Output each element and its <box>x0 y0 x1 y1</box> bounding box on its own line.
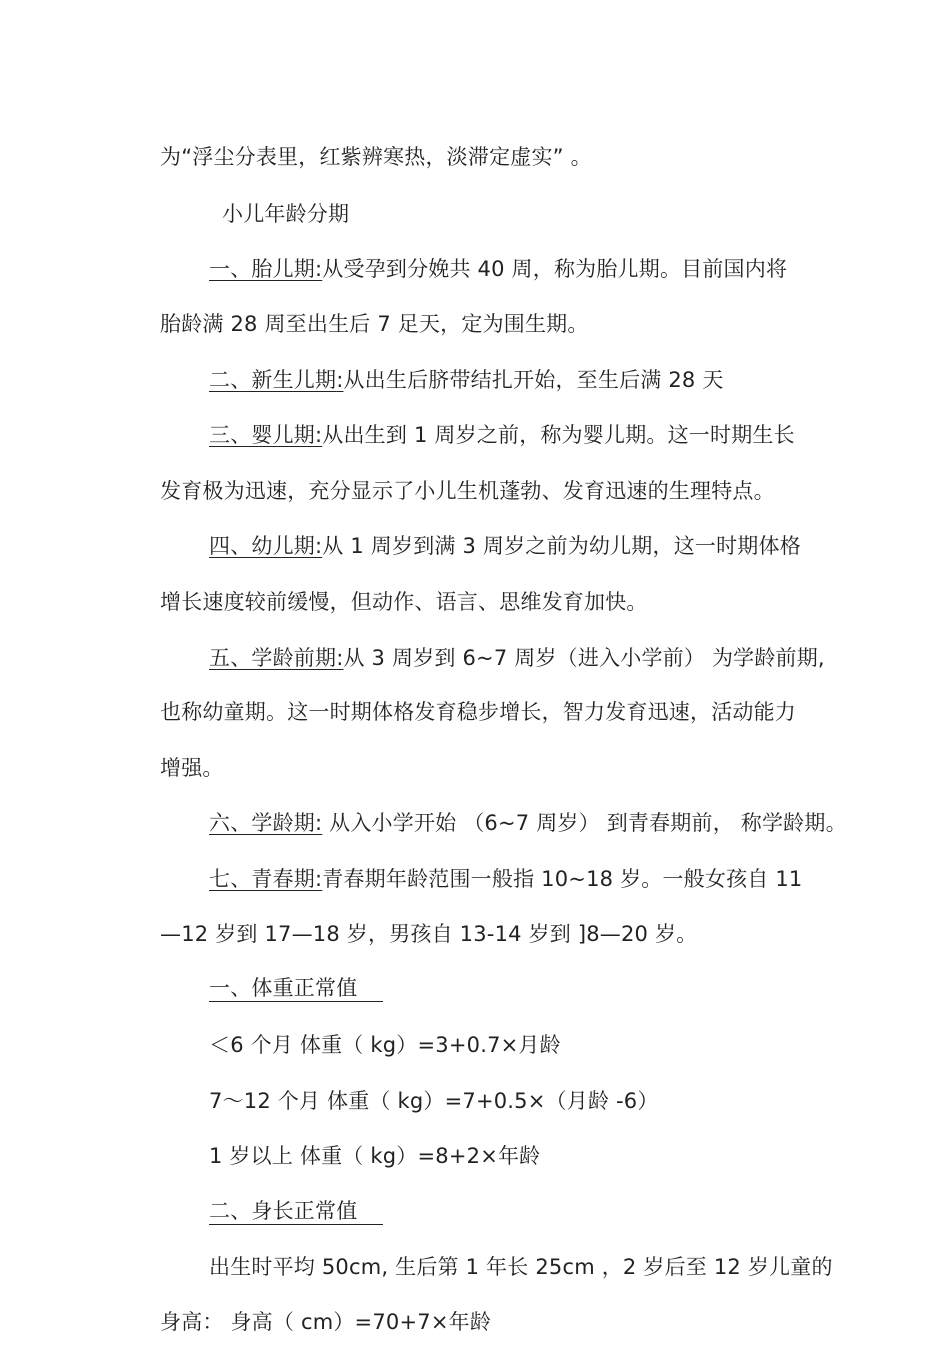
period-adolescence-label: 七、青春期: <box>209 867 323 891</box>
period-preschool-cont1-text: 也称幼童期。这一时期体格发育稳步增长，智力发育迅速，活动能力 <box>160 700 796 724</box>
weight-formula-over-1y <box>209 1141 540 1171</box>
period-adolescence-cont-text: —12 岁到 17—18 岁，男孩自 13-14 岁到 ]8—20 岁。 <box>160 922 698 946</box>
section-title <box>222 199 349 229</box>
weight-formula-3-text: 1 岁以上 体重（ kg）=8+2×年龄 <box>209 1144 541 1168</box>
period-fetal-label: 一、胎儿期: <box>209 257 323 281</box>
period-infant-label: 三、婴儿期: <box>209 423 323 447</box>
weight-formula-under-6m <box>209 1030 561 1060</box>
period-toddler-cont-text: 增长速度较前缓慢，但动作、语言、思维发育加快。 <box>160 590 648 614</box>
section-title-text: 小儿年龄分期 <box>222 202 350 226</box>
weight-formula-7-12m <box>209 1086 659 1116</box>
period-adolescence <box>209 864 802 894</box>
period-school <box>209 808 847 838</box>
height-formula-text: 身高： 身高（ cm）=70+7×年龄 <box>160 1310 492 1334</box>
period-preschool <box>209 643 825 673</box>
intro-line <box>160 142 592 172</box>
period-preschool-label: 五、学龄前期: <box>209 646 344 670</box>
period-neonatal <box>209 365 724 395</box>
period-neonatal-text: 从出生后脐带结扎开始，至生后满 28 天 <box>343 368 724 392</box>
period-infant-text: 从出生到 1 周岁之前，称为婴儿期。这一时期生长 <box>322 423 795 447</box>
weight-formula-2-text: 7～12 个月 体重（ kg）=7+0.5×（月龄 -6） <box>209 1089 659 1113</box>
period-preschool-continued-2 <box>160 753 224 783</box>
weight-formula-1-text: ＜6 个月 体重（ kg）=3+0.7×月龄 <box>209 1033 561 1057</box>
height-paragraph <box>209 1252 833 1282</box>
period-infant-continued <box>160 476 775 506</box>
period-toddler-text: 从 1 周岁到满 3 周岁之前为幼儿期，这一时期体格 <box>322 534 801 558</box>
period-infant <box>209 420 795 450</box>
period-toddler-continued <box>160 587 648 617</box>
period-preschool-cont2-text: 增强。 <box>160 756 224 780</box>
period-fetal-continued <box>160 309 589 339</box>
period-preschool-text: 从 3 周岁到 6~7 周岁（进入小学前） 为学龄前期, <box>343 646 825 670</box>
height-formula <box>160 1307 491 1337</box>
period-toddler <box>209 531 801 561</box>
period-school-text: 从入小学开始 （6~7 周岁） 到青春期前， 称学龄期。 <box>322 811 847 835</box>
period-adolescence-text: 青春期年龄范围一般指 10~18 岁。一般女孩自 11 <box>322 867 803 891</box>
height-paragraph-text: 出生时平均 50cm, 生后第 1 年长 25cm ，2 岁后至 12 岁儿童的 <box>209 1255 833 1279</box>
period-fetal-text: 从受孕到分娩共 40 周，称为胎儿期。目前国内将 <box>322 257 788 281</box>
height-heading-text: 二、身长正常值 <box>209 1198 383 1225</box>
period-adolescence-continued <box>160 919 697 949</box>
period-fetal <box>209 254 787 284</box>
period-preschool-continued-1 <box>160 697 796 727</box>
period-toddler-label: 四、幼儿期: <box>209 534 323 558</box>
period-fetal-cont-text: 胎龄满 28 周至出生后 7 足天，定为围生期。 <box>160 312 589 336</box>
height-heading <box>209 1196 383 1226</box>
intro-text: 为“浮尘分表里，红紫辨寒热，淡滞定虚实” 。 <box>160 145 592 169</box>
weight-heading-text: 一、体重正常值 <box>209 975 383 1002</box>
period-school-label: 六、学龄期: <box>209 811 323 835</box>
period-infant-cont-text: 发育极为迅速，充分显示了小儿生机蓬勃、发育迅速的生理特点。 <box>160 479 775 503</box>
period-neonatal-label: 二、新生儿期: <box>209 368 344 392</box>
weight-heading <box>209 973 383 1003</box>
